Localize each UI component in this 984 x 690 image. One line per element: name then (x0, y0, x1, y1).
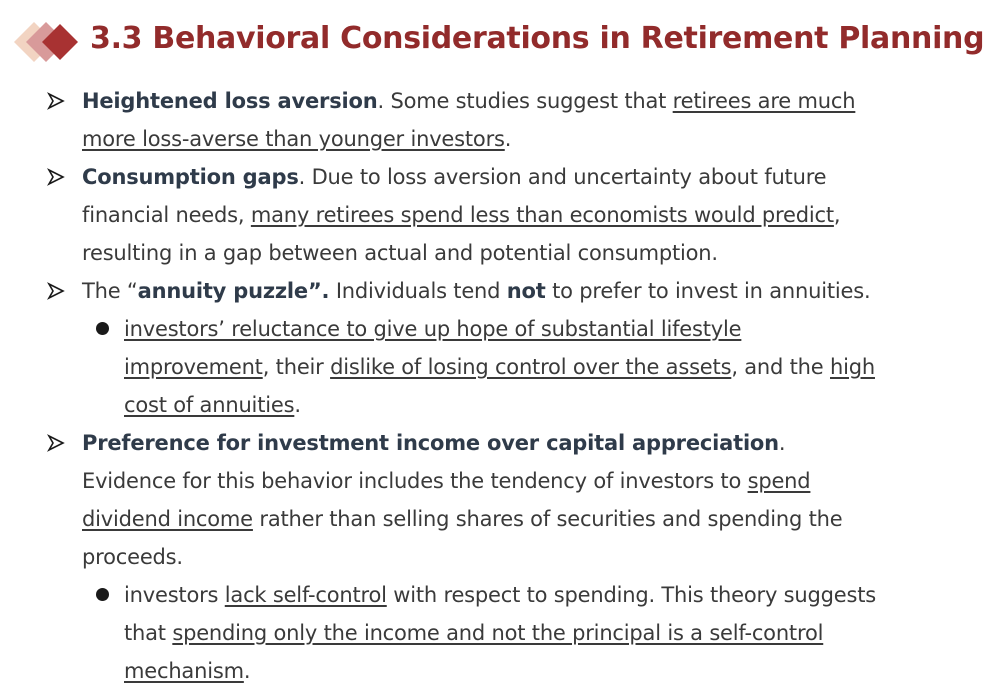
underlined-text: dislike of losing control over the assets (330, 355, 732, 379)
bullet-item-annuity-puzzle (0, 272, 882, 310)
underlined-text: investors’ reluctance to give up hope of substantial lifestyle improvement (124, 317, 742, 379)
sub-bullet-annuity-reasons (0, 310, 884, 424)
bullet-list (0, 82, 933, 690)
bullet-text: , their (262, 355, 331, 379)
arrowhead-bullet-icon (48, 169, 64, 185)
bullet-heading: Preference for investment income over capital appreciation (82, 431, 779, 455)
arrowhead-bullet-icon (48, 283, 64, 299)
bullet-heading: Consumption gaps (82, 165, 299, 189)
page-title: 3.3 Behavioral Considerations in Retirement Planning (90, 21, 984, 56)
arrowhead-bullet-icon (48, 93, 64, 109)
bullet-item-loss-aversion (0, 82, 882, 158)
bullet-text: , and the (731, 355, 830, 379)
bullet-text: , resulting in a gap between actual and potential consumption. (82, 203, 841, 265)
bullet-heading: Heightened loss aversion (82, 89, 378, 113)
bullet-text: . (243, 659, 251, 683)
bullet-text: The “ (82, 279, 138, 303)
arrowhead-bullet-icon (48, 435, 64, 451)
underlined-text: retirees are much more loss-averse than younger investors (82, 89, 856, 151)
underlined-text: many retirees spend less than economists would predict (250, 203, 834, 227)
bullet-text: rather than selling shares of securities and spending the proceeds. (82, 507, 843, 569)
underlined-text: lack self-control (224, 583, 387, 607)
dot-bullet-icon (96, 588, 109, 601)
bullet-text: . (504, 127, 512, 151)
diamond-logo-icon (12, 18, 84, 66)
bullet-text: investors (124, 583, 225, 607)
dot-bullet-icon (96, 322, 109, 335)
underlined-text: spending only the income and not the principal is a self-control mechanism (124, 621, 824, 683)
emphasis-text: not (506, 279, 546, 303)
bullet-item-income-preference (0, 424, 882, 576)
underlined-text: high cost of annuities (124, 355, 875, 417)
sub-bullet-self-control (0, 576, 884, 690)
bullet-text: to prefer to invest in annuities. (545, 279, 871, 303)
bullet-text: . (294, 393, 301, 417)
bullet-heading: annuity puzzle”. (137, 279, 330, 303)
bullet-item-consumption-gaps (0, 158, 882, 272)
bullet-text: with respect to spending. This theory suggests that (124, 583, 877, 645)
bullet-text: Individuals tend (329, 279, 507, 303)
bullet-text: . Some studies suggest that (377, 89, 673, 113)
bullet-text: . Evidence for this behavior includes the tendency of investors to (82, 431, 786, 493)
underlined-text: spend dividend income (82, 469, 811, 531)
bullet-text: . Due to loss aversion and uncertainty about future financial needs, (82, 165, 827, 227)
